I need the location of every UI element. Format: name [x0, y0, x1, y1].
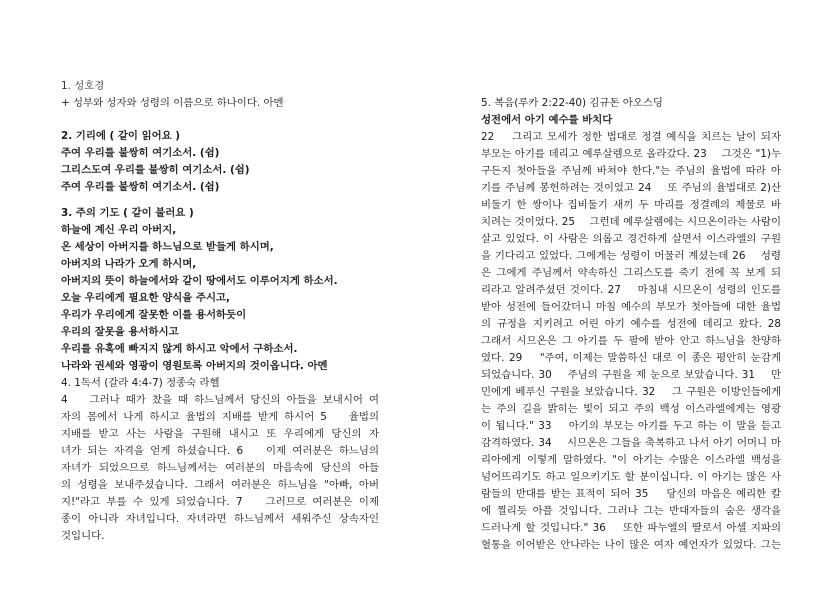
- reading-line: 녀가 되는 자격을 얻게 하셨습니다. 6 이제 여러분은 하느님의: [61, 445, 379, 457]
- prayer-line: 아버지의 나라가 오게 하시며,: [61, 258, 197, 270]
- gospel-line: 감격하였다. 34 시므온은 그들을 축복하고 나서 아기 어머니 마: [481, 437, 781, 449]
- gospel-line: 기를 주님께 봉헌하려는 것이었고 24 또 주님의 율법대로 2)산: [481, 182, 781, 194]
- kyrie-line: 주여 우리를 불쌍히 여기소서. (쉼): [61, 181, 220, 193]
- reading-line: 4 그러나 때가 찼을 때 하느님께서 당신의 아들을 보내시어 여: [61, 394, 379, 406]
- section-title-first-reading: 4. 1독서 (갈라 4:4-7) 정종숙 라헬: [61, 377, 220, 389]
- prayer-line: 우리가 우리에게 잘못한 이를 용서하듯이: [61, 309, 247, 321]
- prayer-line: 온 세상이 아버지를 하느님으로 받들게 하시며,: [61, 241, 274, 253]
- reading-line: 자녀가 되었으므로 하느님께서는 여러분의 마음속에 당신의 아들: [61, 462, 379, 474]
- gospel-line: 혈통을 이어받은 안나라는 나이 많은 여자 예언자가 있었다. 그는: [481, 539, 781, 551]
- gospel-line: 에 찔리듯 아플 것입니다. 그러나 그는 반대자들의 숨은 생각을: [481, 505, 781, 517]
- gospel-line: 을 기다리고 있었다. 그에게는 성령이 머물러 계셨는데 26 성령: [481, 250, 781, 262]
- gospel-line: 비둘기 한 쌍이나 집비둘기 새끼 두 마리를 정결례의 제물로 바: [481, 199, 781, 211]
- gospel-line: 구든지 첫아들을 주님께 바쳐야 한다."는 주님의 율법에 따라 아: [481, 165, 781, 177]
- gospel-line: 이 됩니다." 33 아기의 부모는 아기를 두고 하는 이 말을 듣고: [481, 420, 781, 432]
- gospel-line: 넘어뜨리기도 하고 일으키기도 할 분이십니다. 이 아기는 많은 사: [481, 471, 781, 483]
- reading-line: 지배를 받고 사는 사람을 구원해 내시고 또 우리에게 당신의 자: [61, 428, 379, 440]
- reading-line: 것입니다.: [61, 530, 105, 542]
- sign-of-cross-text: + 성부와 성자와 성령의 이름으로 하나이다. 아멘: [61, 97, 284, 109]
- section-title-kyrie: 2. 기리에 ( 같이 읽어요 ): [61, 130, 181, 142]
- kyrie-line: 그리스도여 우리를 불쌍히 여기소서. (쉼): [61, 164, 250, 176]
- section-title-sign-of-cross: 1. 성호경: [61, 80, 105, 92]
- gospel-line: 치려는 것이었다. 25 그런데 예루살렘에는 시므온이라는 사람이: [481, 216, 781, 228]
- gospel-line: 22 그리고 모세가 정한 법대로 정결 예식을 치르는 날이 되자: [481, 131, 781, 143]
- gospel-subtitle: 성전에서 아기 예수를 바치다: [481, 114, 613, 126]
- gospel-line: 드러나게 할 것입니다." 36 또한 파누엘의 딸로서 아셀 지파의: [481, 522, 781, 534]
- prayer-line: 나라와 권세와 영광이 영원토록 아버지의 것이옵니다. 아멘: [61, 360, 328, 372]
- gospel-line: 부모는 아기를 데리고 예루살렘으로 올라갔다. 23 그것은 "1)누: [481, 148, 781, 160]
- section-title-lords-prayer: 3. 주의 기도 ( 같이 불러요 ): [61, 207, 194, 219]
- section-title-gospel: 5. 복음(루카 2:22-40) 김규돈 아오스딩: [481, 97, 663, 109]
- gospel-line: 리아에게 이렇게 말하였다. "이 아기는 수많은 이스라엘 백성을: [481, 454, 781, 466]
- gospel-line: 되었습니다. 30 주님의 구원을 제 눈으로 보았습니다. 31 만: [481, 369, 781, 381]
- prayer-line: 아버지의 뜻이 하늘에서와 같이 땅에서도 이루어지게 하소서.: [61, 275, 338, 287]
- gospel-line: 는 주의 길을 밝히는 빛이 되고 주의 백성 이스라엘에게는 영광: [481, 403, 781, 415]
- prayer-line: 하늘에 계신 우리 아버지,: [61, 224, 177, 236]
- gospel-line: 받아 성전에 들어갔더니 마침 예수의 부모가 첫아들에 대한 율법: [481, 301, 781, 313]
- gospel-line: 리라고 알려주셨던 것이다. 27 마침내 시므온이 성령의 인도를: [481, 284, 781, 296]
- kyrie-line: 주여 우리를 불쌍히 여기소서. (쉼): [61, 147, 220, 159]
- reading-line: 의 성령을 보내주셨습니다. 그래서 여러분은 하느님을 "아빠, 아버: [61, 479, 379, 491]
- gospel-line: 였다. 29 "주여, 이제는 말씀하신 대로 이 종은 평안히 눈감게: [481, 352, 781, 364]
- gospel-line: 그래서 시므온은 그 아기를 두 팔에 받아 안고 하느님을 찬양하: [481, 335, 781, 347]
- prayer-line: 우리를 유혹에 빠지지 않게 하시고 악에서 구하소서.: [61, 343, 298, 355]
- reading-line: 자의 몸에서 나게 하시고 율법의 지배를 받게 하시어 5 율법의: [61, 411, 379, 423]
- gospel-line: 민에게 베푸신 구원을 보았습니다. 32 그 구원은 이방인들에게: [481, 386, 781, 398]
- gospel-line: 람들의 반대를 받는 표적이 되어 35 당신의 마음은 예리한 칼: [481, 488, 781, 500]
- gospel-line: 의 규정을 지키려고 어린 아기 예수를 성전에 데리고 왔다. 28: [481, 318, 781, 330]
- prayer-line: 오늘 우리에게 필요한 양식을 주시고,: [61, 292, 230, 304]
- prayer-line: 우리의 잘못을 용서하시고: [61, 326, 179, 338]
- reading-line: 종이 아니라 자녀입니다. 자녀라면 하느님께서 세워주신 상속자인: [61, 513, 379, 525]
- reading-line: 지!"라고 부를 수 있게 되었습니다. 7 그러므로 여러분은 이제: [61, 496, 379, 508]
- gospel-line: 살고 있었다. 이 사람은 의롭고 경건하게 살면서 이스라엘의 구원: [481, 233, 781, 245]
- gospel-line: 은 그에게 주님께서 약속하신 그리스도를 죽기 전에 꼭 보게 되: [481, 267, 781, 279]
